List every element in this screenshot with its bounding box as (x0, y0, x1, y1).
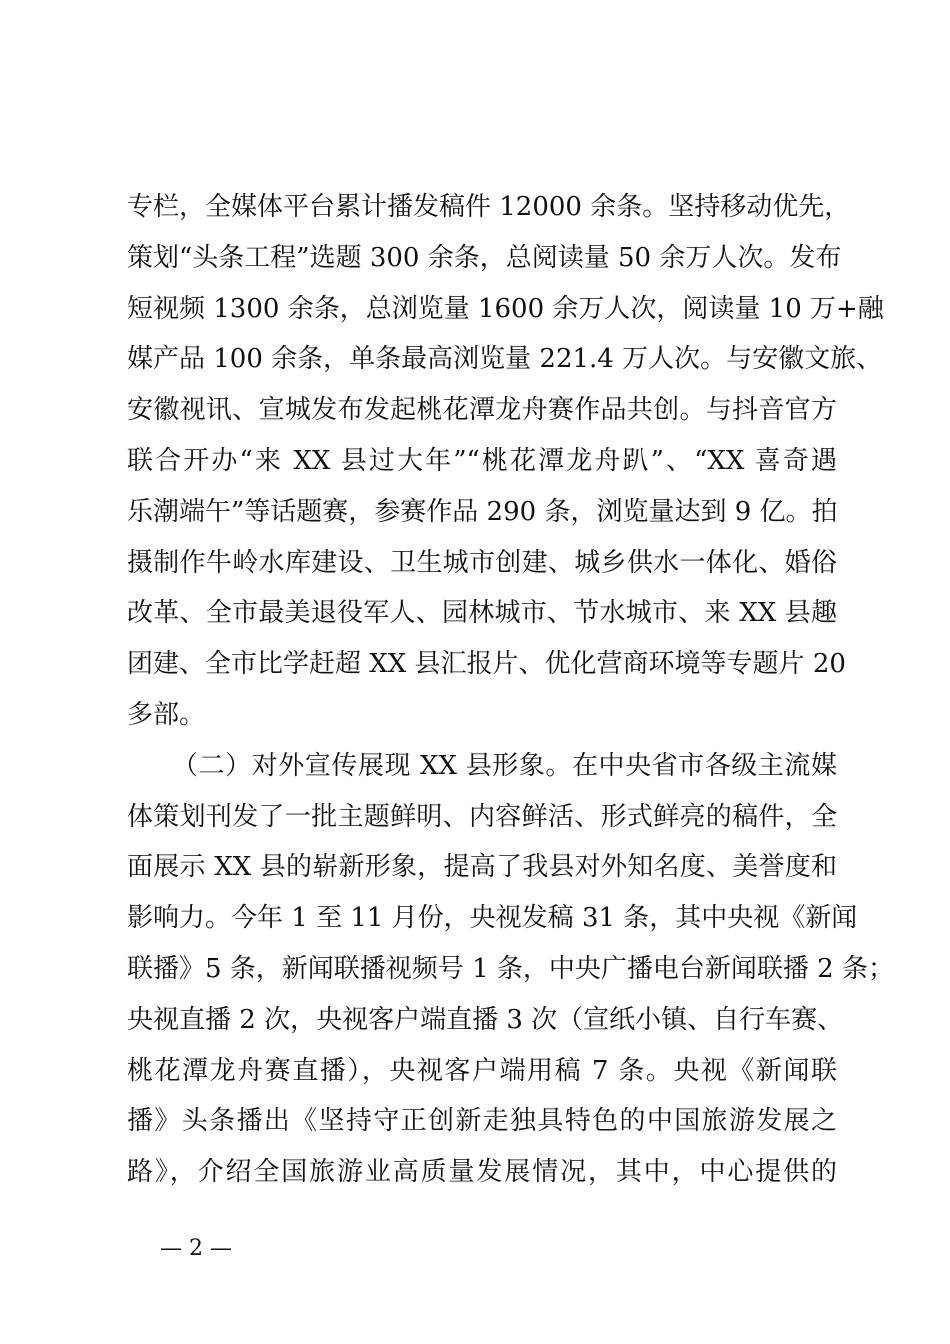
text-line: 影响力。今年 1 至 11 月份，央视发稿 31 条，其中央视《新闻 (127, 903, 858, 934)
text-line: 央视直播 2 次，央视客户端直播 3 次（宣纸小镇、自行车赛、 (127, 1004, 844, 1035)
text-line: 乐潮端午”等话题赛，参赛作品 290 条，浏览量达到 9 亿。拍 (127, 496, 838, 527)
text-line: 多部。 (127, 699, 206, 730)
body-text (127, 182, 894, 1198)
text-line: 短视频 1300 余条，总浏览量 1600 余万人次，阅读量 10 万+融 (127, 293, 884, 324)
text-line: 摄制作牛岭水库建设、卫生城市创建、城乡供水一体化、婚俗 (127, 547, 837, 578)
section-heading-line: （二）对外宣传展现 XX 县形象。在中央省市各级主流媒 (172, 750, 837, 781)
text-line: 专栏，全媒体平台累计播发稿件 12000 余条。坚持移动优先， (127, 192, 851, 222)
text-line: 联合开办“来 XX 县过大年”“桃花潭龙舟趴”、“XX 喜奇遇 (127, 445, 837, 476)
text-line: 安徽视讯、宣城发布发起桃花潭龙舟赛作品共创。与抖音官方 (127, 395, 837, 426)
text-line: 策划“头条工程”选题 300 余条，总阅读量 50 余万人次。发布 (127, 242, 842, 273)
text-line: 联播》5 条，新闻联播视频号 1 条，中央广播电台新闻联播 2 条； (127, 953, 894, 984)
text-line: 媒产品 100 余条，单条最高浏览量 221.4 万人次。与安徽文旅、 (127, 344, 883, 375)
text-line: 体策划刊发了一批主题鲜明、内容鲜活、形式鲜亮的稿件，全 (127, 801, 837, 832)
page-number: — 2 — (160, 1236, 232, 1261)
text-line: 改革、全市最美退役军人、园林城市、节水城市、来 XX 县趣 (127, 598, 837, 629)
text-line: 桃花潭龙舟赛直播），央视客户端用稿 7 条。央视《新闻联 (127, 1055, 837, 1086)
text-line: 团建、全市比学赶超 XX 县汇报片、优化营商环境等专题片 20 (127, 649, 846, 680)
text-line: 面展示 XX 县的崭新形象，提高了我县对外知名度、美誉度和 (127, 852, 837, 883)
text-line: 路》，介绍全国旅游业高质量发展情况，其中，中心提供的 (127, 1157, 837, 1188)
text-line: 播》头条播出《坚持守正创新走独具特色的中国旅游发展之 (127, 1106, 837, 1137)
